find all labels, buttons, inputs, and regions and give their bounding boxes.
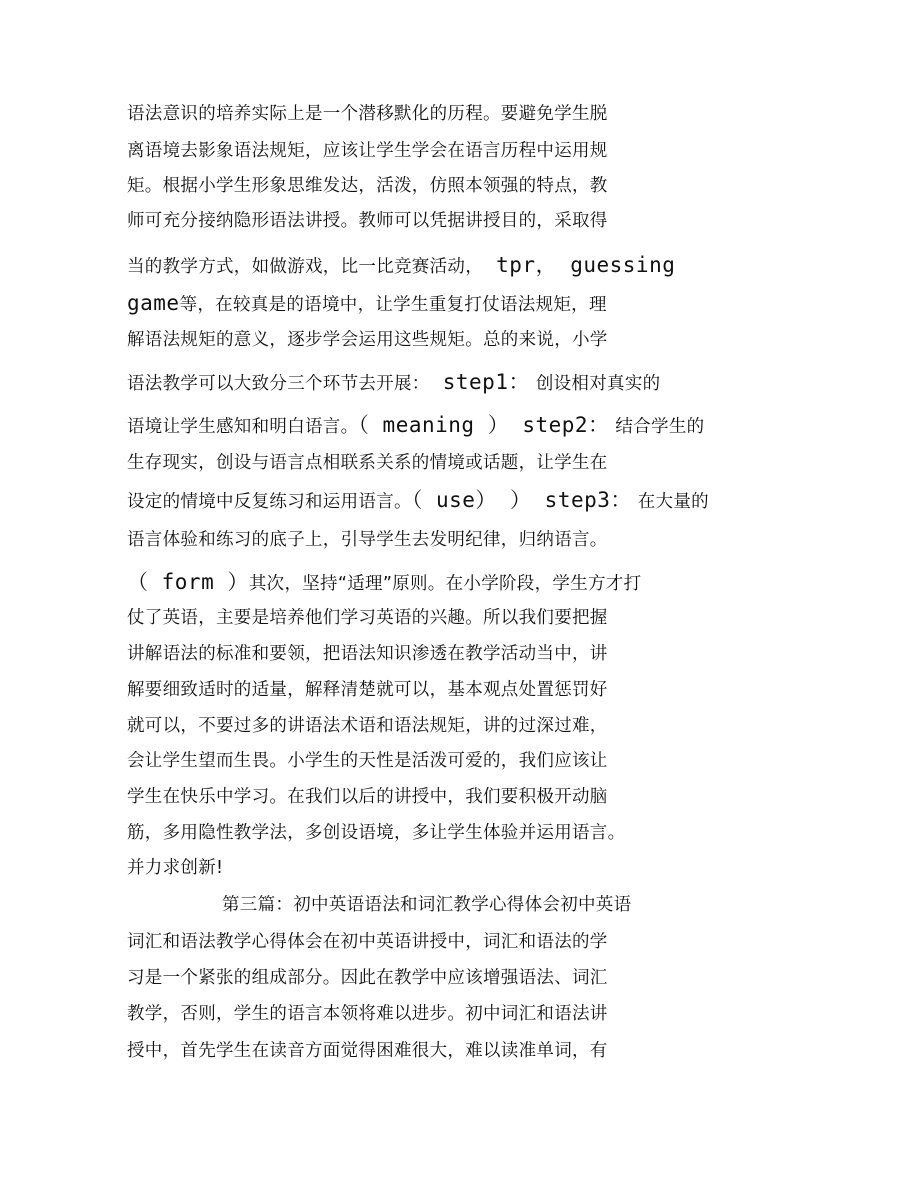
text-line: 就可以，不要过多的讲语法术语和语法规矩，讲的过深过难， xyxy=(127,716,608,736)
text-line xyxy=(127,370,660,396)
text-line: 学生在快乐中学习。在我们以后的讲授中，我们要积极开动脑 xyxy=(127,787,608,807)
english-term: game xyxy=(127,291,180,315)
text-line: 矩。根据小学生形象思维发达，活泼，仿照本领强的特点，教 xyxy=(127,176,608,196)
text-segment: 等，在较真是的语境中，让学生重复打仗语法规矩，理 xyxy=(179,295,607,315)
text-segment: 其次，坚持“适理”原则。在小学阶段，学生方才打 xyxy=(248,574,642,594)
text-line: 解要细致适时的适量，解释清楚就可以，基本观点处置惩罚好 xyxy=(127,680,608,700)
text-segment: 设定的情境中反复练习和运用语言。 xyxy=(127,492,412,512)
text-line: 生存现实，创设与语言点相联系关系的情境或话题，让学生在 xyxy=(127,453,608,473)
text-line: 词汇和语法教学心得体会在初中英语讲授中，词汇和语法的学 xyxy=(127,932,608,952)
text-line: 授中，首先学生在读音方面觉得困难很大，难以读准单词，有 xyxy=(127,1041,608,1061)
text-line: 离语境去影象语法规矩，应该让学生学会在语言历程中运用规 xyxy=(127,141,608,161)
text-segment: 在大量的 xyxy=(631,492,709,512)
text-line: 筋，多用隐性教学法，多创设语境，多让学生体验并运用语言。 xyxy=(127,823,626,843)
text-line: 并力求创新! xyxy=(127,858,224,878)
text-line: 习是一个紧张的组成部分。因此在教学中应该增强语法、词汇 xyxy=(127,968,608,988)
text-line: 仗了英语，主要是培养他们学习英语的兴趣。所以我们要把握 xyxy=(127,608,608,628)
text-segment: 当的教学方式，如做游戏，比一比竞赛活动， xyxy=(127,257,483,277)
text-line: 解语法规矩的意义，逐步学会运用这些规矩。总的来说，小学 xyxy=(127,330,608,350)
text-segment: 创设相对真实的 xyxy=(529,374,661,394)
text-line: 语法意识的培养实际上是一个潜移默化的历程。要避免学生脱 xyxy=(127,104,608,124)
text-line: 语言体验和练习的底子上，引导学生去发明纪律，归纳语言。 xyxy=(127,530,608,550)
english-term: step1： xyxy=(429,370,530,394)
text-line xyxy=(127,291,607,317)
english-term: （ meaning ） step2： xyxy=(358,413,610,437)
text-line xyxy=(127,488,709,514)
text-line xyxy=(127,570,641,596)
text-line: 师可充分接纳隐形语法讲授。教师可以凭据讲授目的，采取得 xyxy=(127,211,608,231)
english-term: （ use） ） step3： xyxy=(411,488,632,512)
english-term: tpr， guessing xyxy=(483,253,676,277)
text-segment: 语境让学生感知和明白语言。 xyxy=(127,417,359,437)
section-heading: 第三篇：初中英语语法和词汇教学心得体会初中英语 xyxy=(222,895,632,915)
text-segment: 结合学生的 xyxy=(609,417,705,437)
text-line xyxy=(127,413,704,439)
text-line: 讲解语法的标准和要领，把语法知识渗透在教学活动当中，讲 xyxy=(127,644,608,664)
english-term: （ form ） xyxy=(127,570,249,594)
text-segment: 语法教学可以大致分三个环节去开展： xyxy=(127,374,430,394)
text-line: 会让学生望而生畏。小学生的天性是活泼可爱的，我们应该让 xyxy=(127,751,608,771)
text-line xyxy=(127,253,675,279)
text-line: 教学，否则，学生的语言本领将难以进步。初中词汇和语法讲 xyxy=(127,1004,608,1024)
